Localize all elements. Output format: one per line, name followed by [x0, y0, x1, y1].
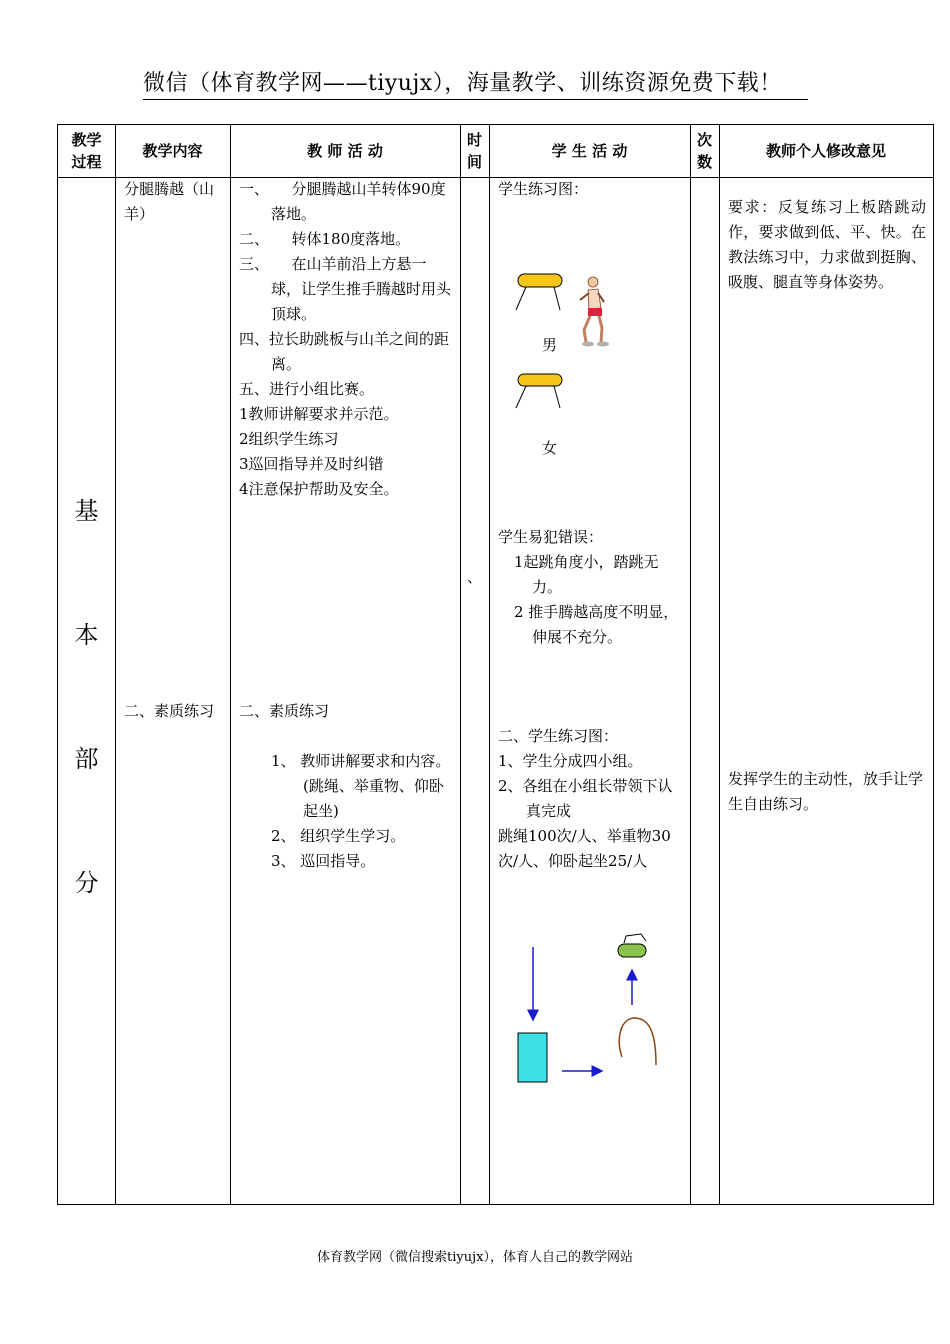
label-male: 男: [542, 336, 558, 354]
vault-diagram: [498, 260, 678, 480]
teacher-section2-title: 二、素质练习: [239, 702, 330, 720]
error-item: 1起跳角度小，踏跳无力。: [514, 553, 659, 596]
teacher-step: 一、 分腿腾越山羊转体90度落地。: [239, 180, 446, 223]
lesson-plan-table: [57, 124, 934, 1205]
teacher-step: 三、 在山羊前沿上方悬一球，让学生推手腾越时用头顶球。: [239, 255, 452, 323]
teacher-step: 1、 教师讲解要求和内容。(跳绳、举重物、仰卧起坐): [271, 752, 451, 820]
student-diagram-title: 学生练习图：: [498, 180, 589, 198]
phase-char: 本: [74, 621, 99, 649]
grid-line: [719, 125, 720, 1204]
teacher-step: 四、拉长助跳板与山羊之间的距离。: [239, 330, 450, 373]
runner-icon: [580, 277, 609, 347]
header-time: 时间: [466, 131, 482, 171]
vault-leg: [554, 386, 560, 408]
error-item: 2 推手腾越高度不明显，伸展不充分。: [514, 603, 679, 646]
box-station-icon: [518, 1033, 547, 1082]
phase-char: 分: [74, 869, 99, 897]
grid-line: [489, 125, 490, 1204]
errors-title: 学生易犯错误：: [498, 528, 604, 546]
teacher-step: 3、 巡回指导。: [271, 852, 376, 870]
content-item: 二、素质练习: [124, 702, 215, 720]
weight-handle: [624, 934, 646, 943]
teacher-step: 1教师讲解要求并示范。: [239, 405, 399, 423]
grid-line: [230, 125, 231, 1204]
label-female: 女: [542, 439, 558, 457]
errors-list: [498, 550, 684, 650]
student-line: 跳绳100次/人、举重物30次/人、仰卧起坐25/人: [498, 827, 671, 870]
vault-box-icon: [518, 274, 562, 287]
student-line: 1、学生分成四小组。: [498, 752, 643, 770]
teacher-step: 2组织学生练习: [239, 430, 339, 448]
content-item: 分腿腾越（山羊）: [124, 180, 215, 223]
teacher-step: 2、 组织学生学习。: [271, 827, 406, 845]
header-content: 教学内容: [142, 142, 203, 160]
header-count: 次数: [696, 131, 712, 171]
vault-box-icon: [518, 374, 562, 386]
teacher-step: 4注意保护帮助及安全。: [239, 480, 399, 498]
time-mark: 、: [467, 568, 483, 586]
page-footer: 体育教学网（微信搜索tiyujx），体育人自己的教学网站: [317, 1250, 633, 1265]
phase-char: 基: [74, 497, 99, 525]
grid-line: [115, 125, 116, 1204]
vault-leg: [554, 287, 560, 310]
weight-icon: [618, 944, 646, 957]
student-line: 2、各组在小组长带领下认真完成: [498, 777, 673, 820]
header-process: 教学过程: [71, 131, 102, 171]
student-section2: [498, 724, 684, 874]
note-item: 发挥学生的主动性，放手让学生自由练习。: [728, 770, 924, 813]
page-header-title: 微信（体育教学网——tiyujx），海量教学、训练资源免费下载！: [143, 66, 808, 100]
teacher-step: 3巡回指导并及时纠错: [239, 455, 384, 473]
note-item: 要求：反复练习上板踏跳动作，要求做到低、平、快。在教法练习中，力求做到挺胸、吸腹、腿直等身体姿势。: [728, 198, 926, 291]
teacher-activity-list: [239, 177, 453, 502]
grid-line: [690, 125, 691, 1204]
header-notes: 教师个人修改意见: [765, 142, 886, 160]
phase-char: 部: [74, 745, 99, 773]
training-diagram: [498, 925, 688, 1095]
header-student: 学 生 活 动: [551, 142, 628, 160]
teacher-step: 二、 转体180度落地。: [239, 230, 411, 248]
header-teacher: 教 师 活 动: [307, 142, 383, 160]
vault-leg: [516, 287, 526, 310]
vault-leg: [516, 386, 526, 408]
grid-line: [460, 125, 461, 1204]
teacher-section2-list: [271, 749, 453, 874]
student-line: 二、学生练习图：: [498, 727, 619, 745]
jump-rope-icon: [619, 1018, 656, 1065]
teacher-step: 五、进行小组比赛。: [239, 380, 375, 398]
